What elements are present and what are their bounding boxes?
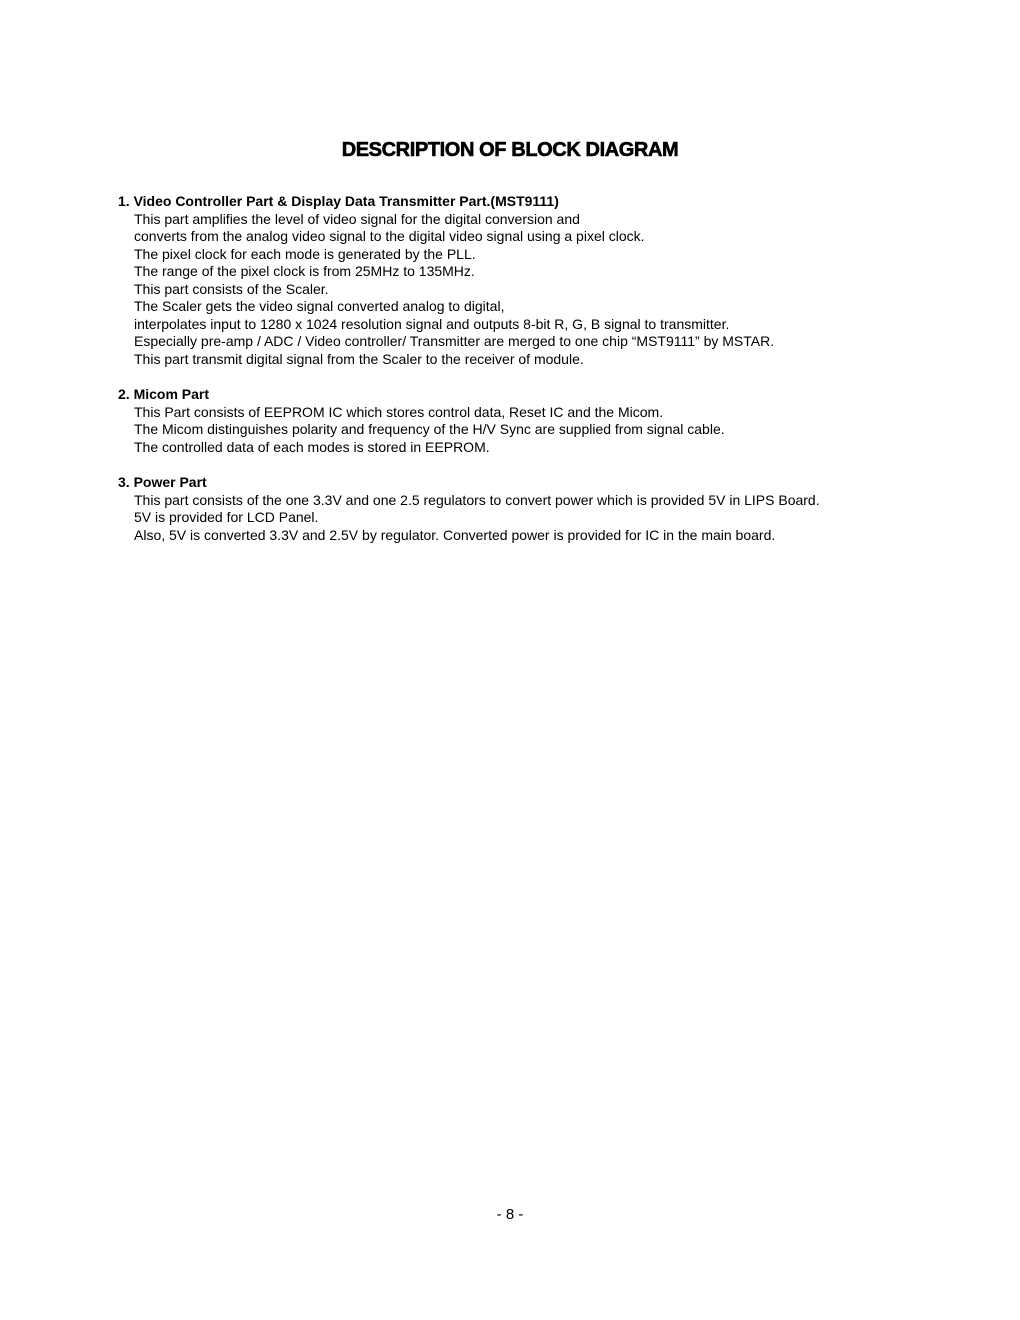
section-power xyxy=(118,474,978,544)
page-title: DESCRIPTION OF BLOCK DIAGRAM xyxy=(341,139,679,161)
body-line: This part consists of the one 3.3V and one 2.5 regulators to convert power which is provided 5V in LIPS Board. xyxy=(134,491,820,508)
body-line: Also, 5V is converted 3.3V and 2.5V by regulator. Converted power is provided for IC in the main board. xyxy=(134,526,776,543)
body-line: 5V is provided for LCD Panel. xyxy=(134,509,319,525)
body-line: This part amplifies the level of video signal for the digital conversion and xyxy=(134,210,580,227)
body-line: The range of the pixel clock is from 25MHz to 135MHz. xyxy=(134,263,475,279)
section-video-controller xyxy=(118,193,978,368)
body-line: The Micom distinguishes polarity and frequency of the H/V Sync are supplied from signal cable. xyxy=(134,421,725,437)
section-body xyxy=(118,211,978,369)
body-line: The controlled data of each modes is stored in EEPROM. xyxy=(134,438,490,455)
page-number: - 8 - xyxy=(496,1206,524,1223)
body-line: This part consists of the Scaler. xyxy=(134,280,329,297)
body-line: interpolates input to 1280 x 1024 resolution signal and outputs 8-bit R, G, B signal to transmitter. xyxy=(134,315,730,332)
section-heading: 1. Video Controller Part & Display Data Transmitter Part.(MST9111) xyxy=(118,193,559,209)
section-heading: 3. Power Part xyxy=(118,474,207,490)
body-line: This part transmit digital signal from the Scaler to the receiver of module. xyxy=(134,350,584,367)
section-micom xyxy=(118,386,978,456)
body-line: Especially pre-amp / ADC / Video controller/ Transmitter are merged to one chip “MST9111” by MSTAR. xyxy=(134,333,775,349)
body-line: converts from the analog video signal to the digital video signal using a pixel clock. xyxy=(134,228,645,244)
body-line: The Scaler gets the video signal converted analog to digital, xyxy=(134,298,505,314)
section-body xyxy=(118,404,978,457)
body-line: The pixel clock for each mode is generated by the PLL. xyxy=(134,245,476,262)
section-body xyxy=(118,492,978,545)
section-heading: 2. Micom Part xyxy=(118,386,210,402)
body-line: This Part consists of EEPROM IC which stores control data, Reset IC and the Micom. xyxy=(134,403,664,420)
